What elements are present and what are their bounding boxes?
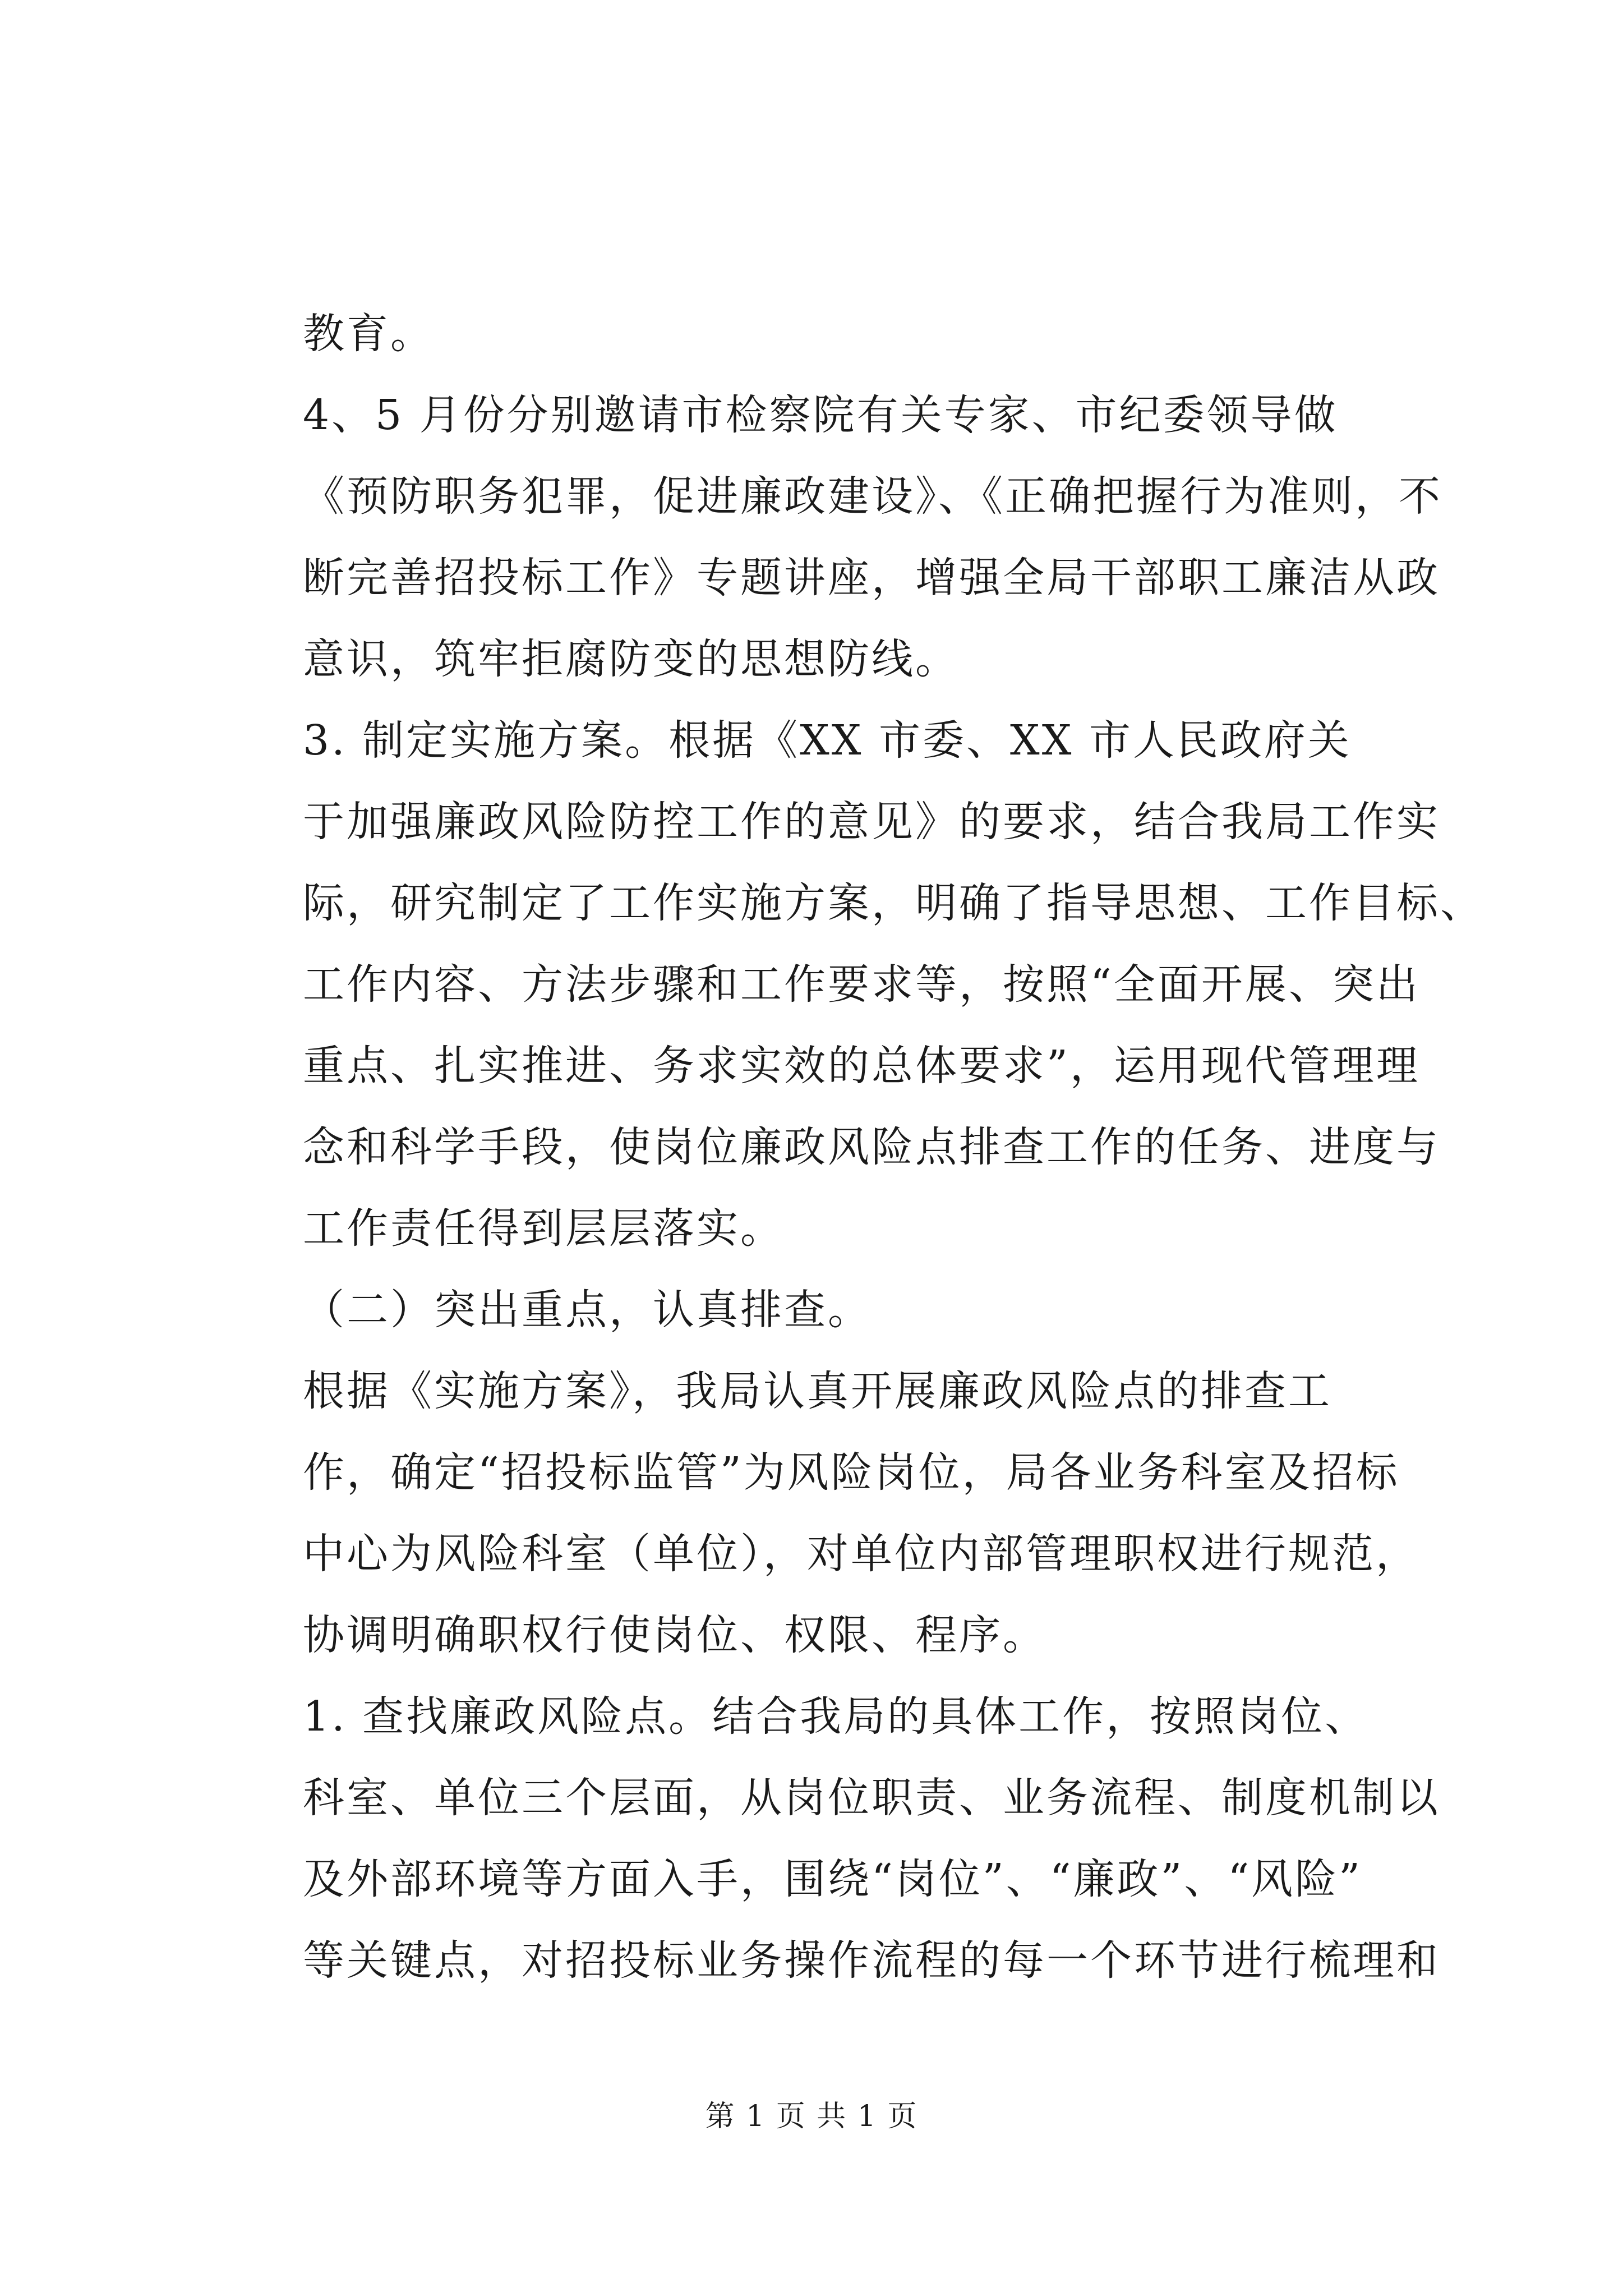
text-line: 科室、单位三个层面，从岗位职责、业务流程、制度机制以	[303, 1774, 1440, 1822]
text-line: 《预防职务犯罪，促进廉政建设》、《正确把握行为准则，不	[303, 472, 1442, 521]
text-line: 中心为风险科室（单位），对单位内部管理职权进行规范，	[303, 1530, 1419, 1578]
text-line: 重点、扎实推进、务求实效的总体要求”，运用现代管理理	[303, 1042, 1420, 1090]
text-line: 工作内容、方法步骤和工作要求等，按照“全面开展、突出	[303, 960, 1420, 1009]
text-line: 念和科学手段，使岗位廉政风险点排查工作的任务、进度与	[303, 1123, 1440, 1171]
text-line: 3. 制定实施方案。根据《XX 市委、XX 市人民政府关	[303, 716, 1352, 765]
text-line: 及外部环境等方面入手，围绕“岗位”、“廉政”、“风险”	[303, 1855, 1362, 1903]
text-line: 等关键点，对招投标业务操作流程的每一个环节进行梳理和	[303, 1936, 1440, 1985]
text-line: 协调明确职权行使岗位、权限、程序。	[303, 1611, 1046, 1659]
text-line: 作，确定“招投标监管”为风险岗位，局各业务科室及招标	[303, 1448, 1400, 1497]
text-line: 1. 查找廉政风险点。结合我局的具体工作，按照岗位、	[303, 1692, 1369, 1741]
text-line: 教育。	[303, 310, 434, 358]
text-line: 断完善招投标工作》专题讲座，增强全局干部职工廉洁从政	[303, 554, 1440, 602]
text-line: 于加强廉政风险防控工作的意见》的要求，结合我局工作实	[303, 798, 1440, 846]
text-line: 意识，筑牢拒腐防变的思想防线。	[303, 635, 959, 683]
text-line: 工作责任得到层层落实。	[303, 1204, 784, 1253]
section-heading: （二）突出重点，认真排查。	[303, 1286, 872, 1334]
text-line: 4、5 月份分别邀请市检察院有关专家、市纪委领导做	[303, 391, 1338, 439]
text-line: 根据《实施方案》，我局认真开展廉政风险点的排查工	[303, 1367, 1332, 1415]
text-line: 际，研究制定了工作实施方案，明确了指导思想、工作目标、	[303, 879, 1484, 927]
page-footer: 第 1 页 共 1 页	[705, 2100, 918, 2133]
